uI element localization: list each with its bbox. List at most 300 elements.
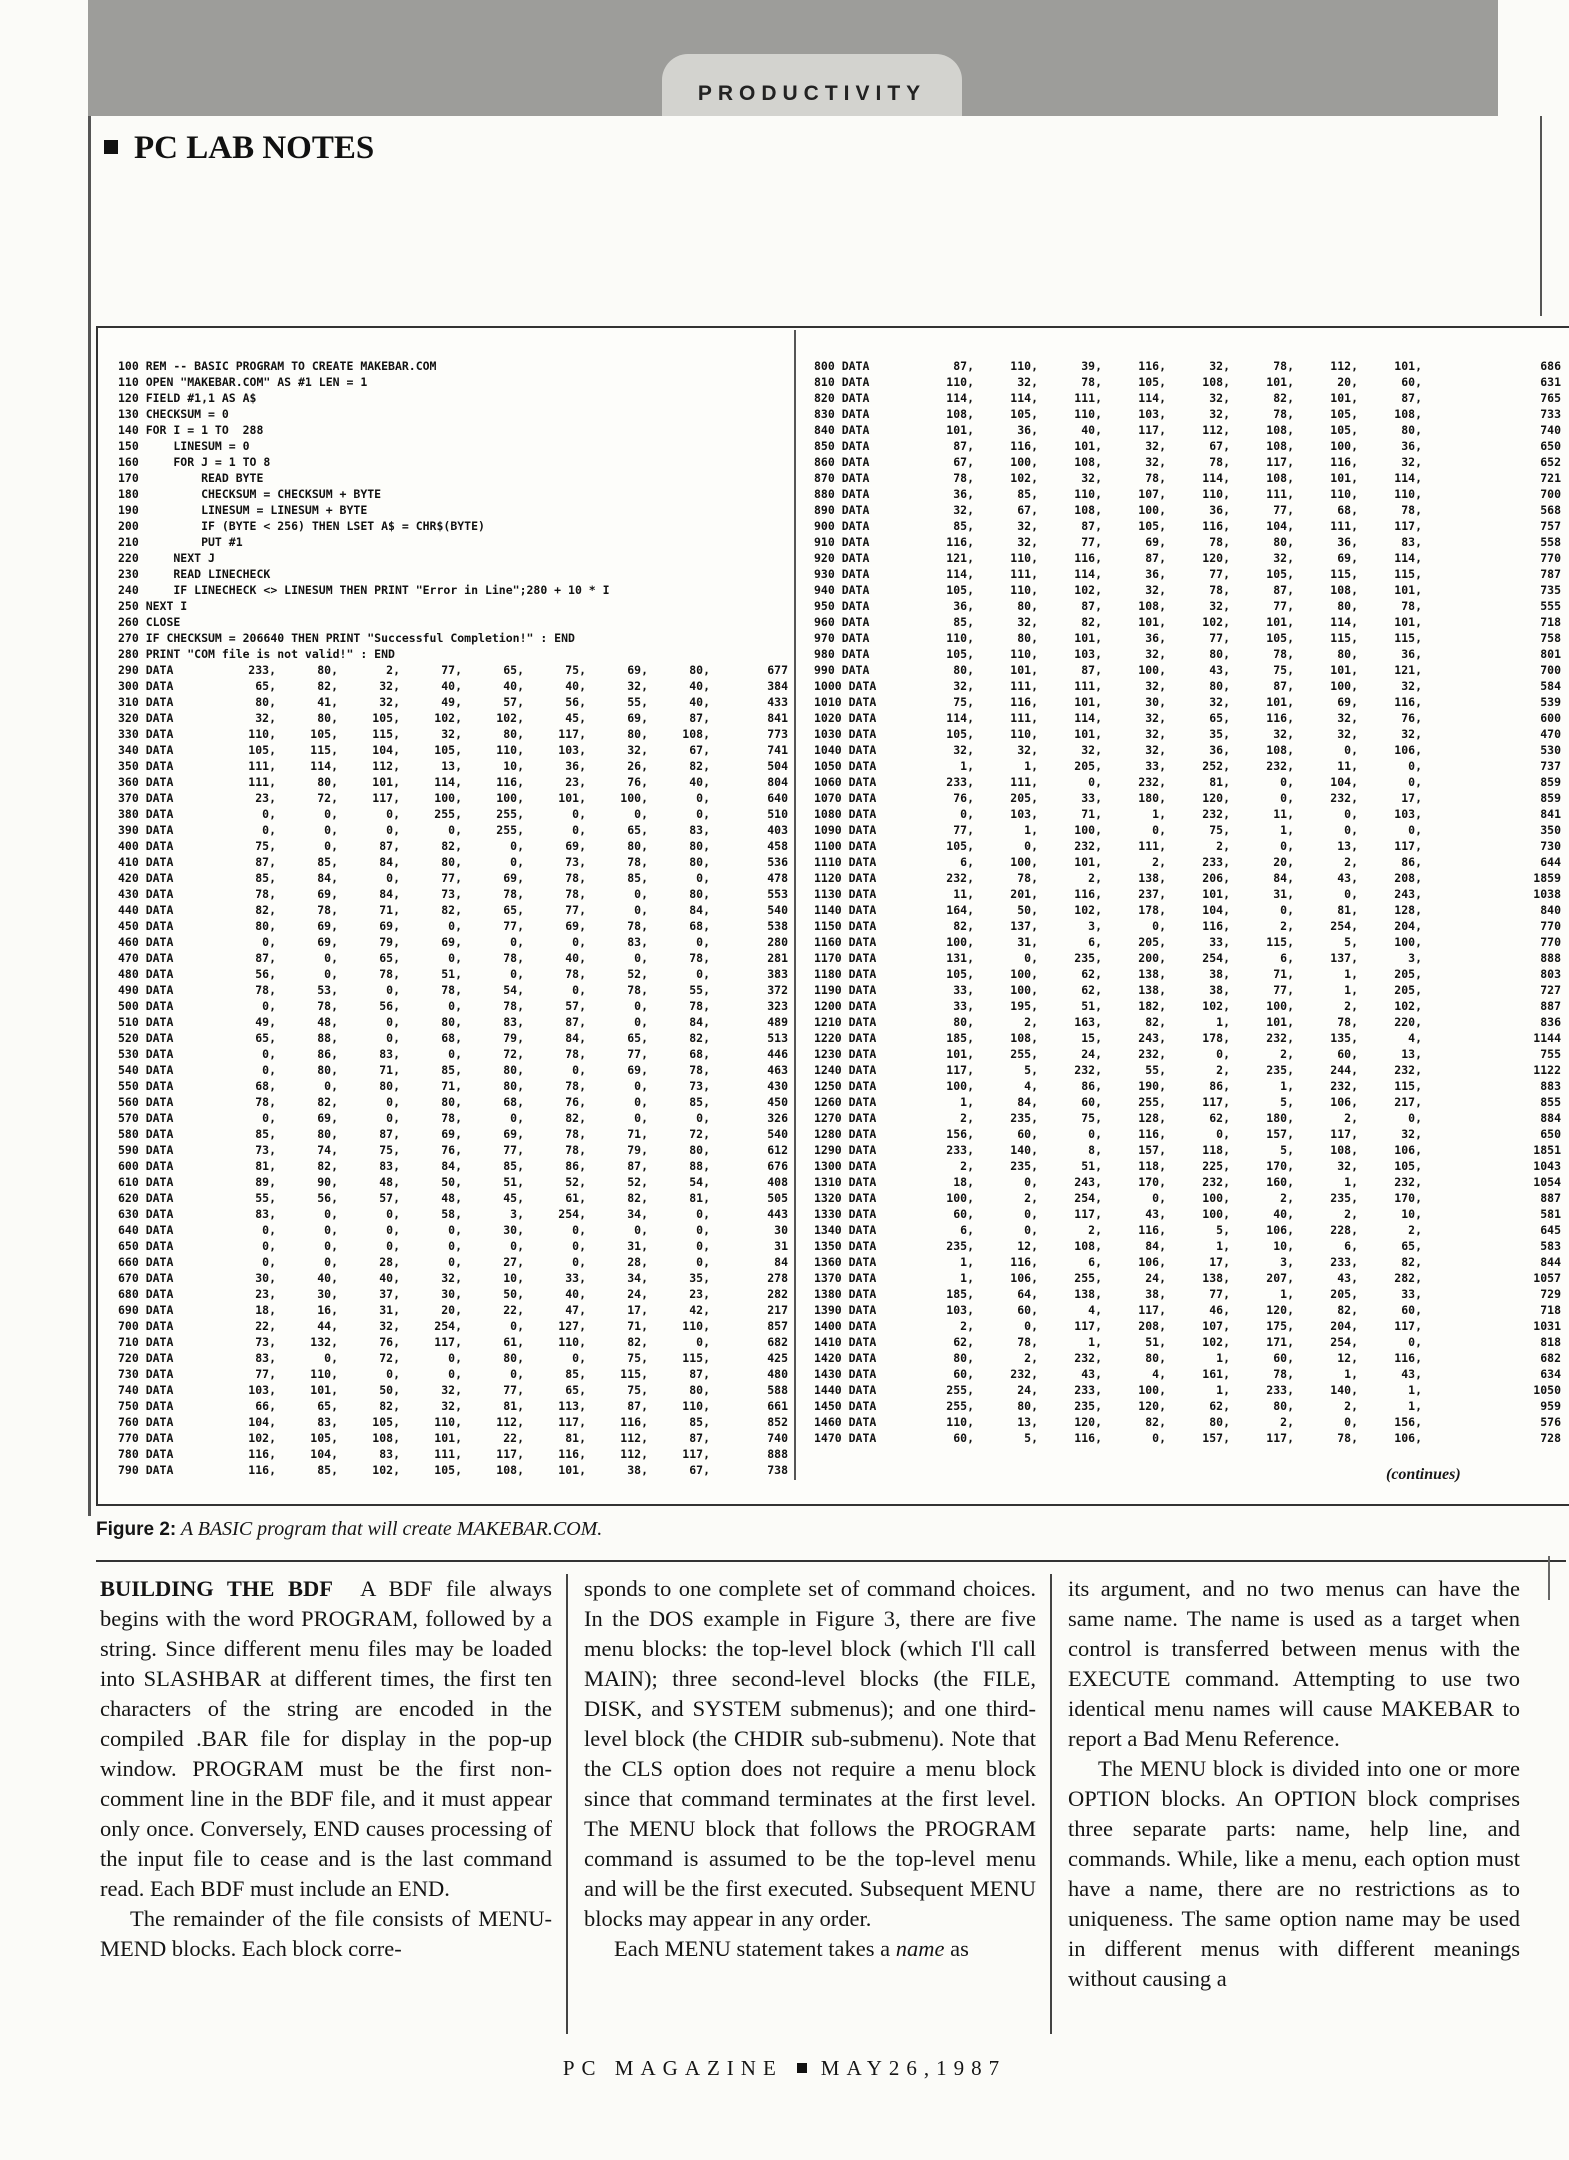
data-statement-row <box>804 582 1569 598</box>
data-statement-row <box>98 1110 798 1126</box>
byte-value: 0, <box>324 1223 338 1237</box>
byte-value: 3, <box>510 1207 524 1221</box>
data-statement-row <box>804 614 1569 630</box>
data-statement-row <box>804 630 1569 646</box>
byte-value: 105, <box>946 727 974 741</box>
byte-value: 205, <box>1074 759 1102 773</box>
byte-value: 32, <box>379 695 400 709</box>
byte-value: 108, <box>496 1463 524 1477</box>
byte-value: 205, <box>1394 967 1422 981</box>
byte-value: 80, <box>689 839 710 853</box>
byte-value: 82, <box>689 759 710 773</box>
checksum-value: 755 <box>1540 1047 1561 1061</box>
line-number: 460 DATA <box>118 935 174 949</box>
checksum-value: 540 <box>767 903 788 917</box>
data-statement-row <box>98 1222 798 1238</box>
byte-value: 235, <box>946 1239 974 1253</box>
byte-value: 32, <box>1017 743 1038 757</box>
byte-value: 111, <box>1074 391 1102 405</box>
byte-value: 85, <box>689 1415 710 1429</box>
data-statement-row <box>98 710 798 726</box>
byte-value: 101, <box>1330 663 1358 677</box>
byte-value: 138, <box>1202 1271 1230 1285</box>
byte-value: 23, <box>255 791 276 805</box>
byte-value: 69, <box>317 887 338 901</box>
byte-value: 0, <box>448 1367 462 1381</box>
byte-value: 0, <box>634 1095 648 1109</box>
column-title-text: PC LAB NOTES <box>134 130 375 166</box>
byte-value: 4, <box>1152 1367 1166 1381</box>
byte-value: 10, <box>503 1271 524 1285</box>
line-number: 800 DATA <box>814 359 870 373</box>
byte-value: 2, <box>1344 1111 1358 1125</box>
byte-value: 78, <box>1273 1367 1294 1381</box>
data-statement-row <box>98 662 798 678</box>
byte-value: 82, <box>441 839 462 853</box>
byte-value: 254, <box>1330 1335 1358 1349</box>
data-statement-row <box>98 838 798 854</box>
byte-value: 110, <box>1010 551 1038 565</box>
byte-value: 0, <box>1408 1111 1422 1125</box>
data-statement-row <box>98 1254 798 1270</box>
byte-value: 110, <box>310 1367 338 1381</box>
byte-value: 52, <box>627 1175 648 1189</box>
byte-value: 178, <box>1138 903 1166 917</box>
line-number: 1260 DATA <box>814 1095 877 1109</box>
program-line: 230 READ LINECHECK <box>118 567 271 581</box>
checksum-value: 1050 <box>1533 1383 1561 1397</box>
column-rule <box>1050 1574 1052 2034</box>
byte-value: 105, <box>1138 375 1166 389</box>
data-statement-row <box>804 886 1569 902</box>
byte-value: 111, <box>1330 519 1358 533</box>
byte-value: 0, <box>510 967 524 981</box>
byte-value: 68, <box>255 1079 276 1093</box>
byte-value: 182, <box>1138 999 1166 1013</box>
byte-value: 120, <box>1138 1399 1166 1413</box>
byte-value: 204, <box>1330 1319 1358 1333</box>
byte-value: 0, <box>510 1319 524 1333</box>
data-statement-row <box>804 1126 1569 1142</box>
byte-value: 32, <box>953 679 974 693</box>
byte-value: 108, <box>946 407 974 421</box>
byte-value: 80, <box>627 839 648 853</box>
byte-value: 61, <box>565 1191 586 1205</box>
byte-value: 82, <box>565 1111 586 1125</box>
byte-value: 2, <box>1216 1063 1230 1077</box>
checksum-value: 84 <box>774 1255 788 1269</box>
byte-value: 115, <box>372 727 400 741</box>
byte-value: 1, <box>1024 759 1038 773</box>
byte-value: 111, <box>1138 839 1166 853</box>
byte-value: 40, <box>565 679 586 693</box>
byte-value: 55, <box>1145 1063 1166 1077</box>
byte-value: 111, <box>248 759 276 773</box>
run-in-heading: BUILDING THE BDF <box>100 1576 333 1601</box>
listing-left-column <box>98 328 798 1504</box>
byte-value: 0, <box>1024 1175 1038 1189</box>
checksum-value: 841 <box>1540 807 1561 821</box>
byte-value: 78, <box>1337 1431 1358 1445</box>
byte-value: 78, <box>1017 871 1038 885</box>
data-statement-row <box>98 726 798 742</box>
checksum-value: 403 <box>767 823 788 837</box>
checksum-value: 740 <box>767 1431 788 1445</box>
byte-value: 12, <box>1337 1351 1358 1365</box>
byte-value: 101, <box>310 1383 338 1397</box>
line-number: 290 DATA <box>118 663 174 677</box>
byte-value: 100, <box>946 1079 974 1093</box>
byte-value: 0, <box>1344 1415 1358 1429</box>
byte-value: 0, <box>696 935 710 949</box>
paragraph-text: as <box>944 1936 969 1961</box>
byte-value: 108, <box>1266 743 1294 757</box>
byte-value: 5, <box>1024 1431 1038 1445</box>
byte-value: 105, <box>248 743 276 757</box>
byte-value: 80, <box>441 1095 462 1109</box>
byte-value: 69, <box>1337 695 1358 709</box>
data-statement-row <box>98 1318 798 1334</box>
checksum-value: 959 <box>1540 1399 1561 1413</box>
byte-value: 85, <box>441 1063 462 1077</box>
byte-value: 185, <box>946 1031 974 1045</box>
checksum-value: 676 <box>767 1159 788 1173</box>
checksum-value: 758 <box>1540 631 1561 645</box>
byte-value: 31, <box>1017 935 1038 949</box>
data-statement-row <box>804 742 1569 758</box>
program-line: 200 IF (BYTE < 256) THEN LSET A$ = CHR$(BYTE) <box>118 519 485 533</box>
byte-value: 111, <box>1074 679 1102 693</box>
checksum-value: 884 <box>1540 1111 1561 1125</box>
byte-value: 0, <box>324 1207 338 1221</box>
byte-value: 110, <box>1010 583 1038 597</box>
byte-value: 0, <box>1152 823 1166 837</box>
byte-value: 78, <box>441 1111 462 1125</box>
byte-value: 232, <box>1138 1047 1166 1061</box>
byte-value: 2, <box>1280 919 1294 933</box>
section-label: PRODUCTIVITY <box>697 82 927 105</box>
byte-value: 102, <box>1202 615 1230 629</box>
byte-value: 0, <box>1152 1191 1166 1205</box>
byte-value: 0, <box>1280 775 1294 789</box>
byte-value: 69, <box>565 919 586 933</box>
byte-value: 60, <box>1337 1047 1358 1061</box>
byte-value: 83, <box>1401 535 1422 549</box>
byte-value: 115, <box>1330 567 1358 581</box>
byte-value: 0, <box>448 951 462 965</box>
line-number: 1040 DATA <box>814 743 877 757</box>
byte-value: 108, <box>682 727 710 741</box>
data-statement-row <box>804 838 1569 854</box>
byte-value: 82, <box>627 1191 648 1205</box>
data-statement-row <box>804 502 1569 518</box>
byte-value: 36, <box>1145 567 1166 581</box>
byte-value: 83, <box>379 1159 400 1173</box>
line-number: 710 DATA <box>118 1335 174 1349</box>
byte-value: 112, <box>620 1431 648 1445</box>
byte-value: 87, <box>689 1431 710 1445</box>
data-statement-row <box>804 1398 1569 1414</box>
byte-value: 0, <box>572 1223 586 1237</box>
byte-value: 4, <box>1088 1303 1102 1317</box>
byte-value: 0, <box>696 1223 710 1237</box>
byte-value: 114, <box>1202 471 1230 485</box>
byte-value: 43, <box>1337 1271 1358 1285</box>
byte-value: 12, <box>1017 1239 1038 1253</box>
caption-rule <box>96 1560 1566 1562</box>
byte-value: 3, <box>1088 919 1102 933</box>
byte-value: 0, <box>1024 951 1038 965</box>
byte-value: 86, <box>1401 855 1422 869</box>
byte-value: 32, <box>627 679 648 693</box>
line-number: 1000 DATA <box>814 679 877 693</box>
byte-value: 117, <box>682 1447 710 1461</box>
byte-value: 51, <box>1145 1335 1166 1349</box>
line-number: 770 DATA <box>118 1431 174 1445</box>
byte-value: 82, <box>689 1031 710 1045</box>
byte-value: 37, <box>379 1287 400 1301</box>
checksum-value: 650 <box>1540 1127 1561 1141</box>
line-number: 1060 DATA <box>814 775 877 789</box>
byte-value: 32, <box>1081 471 1102 485</box>
checksum-value: 540 <box>767 1127 788 1141</box>
byte-value: 78, <box>565 871 586 885</box>
program-line: 160 FOR J = 1 TO 8 <box>118 455 271 469</box>
checksum-value: 555 <box>1540 599 1561 613</box>
byte-value: 232, <box>1074 1351 1102 1365</box>
byte-value: 20, <box>1273 855 1294 869</box>
byte-value: 0, <box>386 1111 400 1125</box>
checksum-value: 765 <box>1540 391 1561 405</box>
byte-value: 13, <box>1337 839 1358 853</box>
byte-value: 79, <box>503 1031 524 1045</box>
byte-value: 13, <box>1401 1047 1422 1061</box>
line-number: 330 DATA <box>118 727 174 741</box>
data-statement-row <box>98 902 798 918</box>
byte-value: 0, <box>634 807 648 821</box>
byte-value: 32, <box>1209 599 1230 613</box>
checksum-value: 450 <box>767 1095 788 1109</box>
byte-value: 102, <box>1074 583 1102 597</box>
byte-value: 64, <box>1017 1287 1038 1301</box>
byte-value: 77, <box>1209 567 1230 581</box>
line-number: 320 DATA <box>118 711 174 725</box>
byte-value: 60, <box>1017 1127 1038 1141</box>
checksum-value: 801 <box>1540 647 1561 661</box>
byte-value: 60, <box>953 1431 974 1445</box>
byte-value: 220, <box>1394 1015 1422 1029</box>
byte-value: 67, <box>1017 503 1038 517</box>
byte-value: 32, <box>1401 727 1422 741</box>
byte-value: 78, <box>1145 471 1166 485</box>
byte-value: 36, <box>1145 631 1166 645</box>
data-statement-row <box>98 1046 798 1062</box>
line-number: 1090 DATA <box>814 823 877 837</box>
byte-value: 101, <box>1394 359 1422 373</box>
byte-value: 0, <box>262 807 276 821</box>
byte-value: 30, <box>503 1223 524 1237</box>
byte-value: 101, <box>1074 727 1102 741</box>
byte-value: 42, <box>689 1303 710 1317</box>
byte-value: 114, <box>310 759 338 773</box>
byte-value: 87, <box>1273 583 1294 597</box>
line-number: 740 DATA <box>118 1383 174 1397</box>
line-number: 450 DATA <box>118 919 174 933</box>
line-number: 370 DATA <box>118 791 174 805</box>
byte-value: 0, <box>448 919 462 933</box>
byte-value: 32, <box>1401 679 1422 693</box>
data-statement-row <box>98 806 798 822</box>
byte-value: 5, <box>1344 935 1358 949</box>
byte-value: 232, <box>1394 1175 1422 1189</box>
checksum-value: 504 <box>767 759 788 773</box>
byte-value: 102, <box>434 711 462 725</box>
byte-value: 2, <box>1088 1223 1102 1237</box>
right-rule <box>1540 116 1542 316</box>
byte-value: 1, <box>1280 823 1294 837</box>
byte-value: 80, <box>953 663 974 677</box>
data-statement-row <box>804 1350 1569 1366</box>
byte-value: 78, <box>1401 503 1422 517</box>
byte-value: 110, <box>1010 359 1038 373</box>
byte-value: 84, <box>1273 871 1294 885</box>
byte-value: 121, <box>946 551 974 565</box>
byte-value: 88, <box>689 1159 710 1173</box>
byte-value: 116, <box>1330 455 1358 469</box>
byte-value: 116, <box>1074 1431 1102 1445</box>
byte-value: 101, <box>1074 855 1102 869</box>
data-statement-row <box>98 950 798 966</box>
byte-value: 60, <box>1017 1303 1038 1317</box>
data-statement-row <box>804 870 1569 886</box>
byte-value: 0, <box>448 823 462 837</box>
checksum-value: 730 <box>1540 839 1561 853</box>
byte-value: 0, <box>510 1239 524 1253</box>
byte-value: 255, <box>496 823 524 837</box>
checksum-value: 728 <box>1540 1431 1561 1445</box>
byte-value: 77, <box>1273 983 1294 997</box>
line-number: 720 DATA <box>118 1351 174 1365</box>
byte-value: 0, <box>386 983 400 997</box>
byte-value: 115, <box>1266 935 1294 949</box>
byte-value: 0, <box>262 999 276 1013</box>
data-statement-row <box>98 1366 798 1382</box>
byte-value: 69, <box>317 1111 338 1125</box>
byte-value: 0, <box>634 951 648 965</box>
byte-value: 0, <box>324 807 338 821</box>
checksum-value: 408 <box>767 1175 788 1189</box>
byte-value: 243, <box>1074 1175 1102 1189</box>
byte-value: 117, <box>1394 1319 1422 1333</box>
byte-value: 23, <box>565 775 586 789</box>
program-line: 280 PRINT "COM file is not valid!" : END <box>118 647 395 661</box>
checksum-value: 505 <box>767 1191 788 1205</box>
byte-value: 132, <box>310 1335 338 1349</box>
byte-value: 40, <box>441 679 462 693</box>
data-statement-row <box>98 1382 798 1398</box>
byte-value: 2, <box>1408 1223 1422 1237</box>
checksum-value: 738 <box>767 1463 788 1477</box>
data-statement-row <box>98 1078 798 1094</box>
byte-value: 20, <box>1337 375 1358 389</box>
byte-value: 32, <box>1337 711 1358 725</box>
byte-value: 84, <box>565 1031 586 1045</box>
listing-divider <box>794 330 796 1480</box>
line-number: 940 DATA <box>814 583 870 597</box>
byte-value: 6, <box>1280 951 1294 965</box>
byte-value: 254, <box>1330 919 1358 933</box>
line-number: 420 DATA <box>118 871 174 885</box>
byte-value: 32, <box>1145 711 1166 725</box>
byte-value: 50, <box>503 1287 524 1301</box>
byte-value: 1, <box>960 1255 974 1269</box>
checksum-value: 803 <box>1540 967 1561 981</box>
byte-value: 78, <box>953 471 974 485</box>
checksum-value: 888 <box>1540 951 1561 965</box>
data-statement-row <box>804 662 1569 678</box>
data-statement-row <box>98 758 798 774</box>
byte-value: 30, <box>441 1287 462 1301</box>
byte-value: 80, <box>1273 535 1294 549</box>
byte-value: 76, <box>565 1095 586 1109</box>
byte-value: 30, <box>1145 695 1166 709</box>
line-number: 520 DATA <box>118 1031 174 1045</box>
byte-value: 156, <box>946 1127 974 1141</box>
byte-value: 80, <box>1209 679 1230 693</box>
footer-magazine: PC MAGAZINE <box>562 2056 783 2080</box>
data-statement-row <box>804 790 1569 806</box>
line-number: 650 DATA <box>118 1239 174 1253</box>
byte-value: 110, <box>1010 727 1038 741</box>
byte-value: 32, <box>1145 727 1166 741</box>
byte-value: 100, <box>1266 999 1294 1013</box>
byte-value: 2, <box>1024 1191 1038 1205</box>
byte-value: 32, <box>441 1383 462 1397</box>
byte-value: 88, <box>317 1031 338 1045</box>
byte-value: 110, <box>1330 487 1358 501</box>
byte-value: 255, <box>946 1383 974 1397</box>
byte-value: 1, <box>1344 1175 1358 1189</box>
byte-value: 117, <box>1074 1207 1102 1221</box>
body-paragraph: its argument, and no two menus can have the same name. The name is used as a target when control is transferred between menus with the EXECUTE command. Attempting to use two identical menu names will cause MAKEBAR to report a Bad Menu Reference. <box>1068 1576 1520 1751</box>
byte-value: 75, <box>379 1143 400 1157</box>
byte-value: 235, <box>1074 1399 1102 1413</box>
byte-value: 6, <box>960 855 974 869</box>
checksum-value: 686 <box>1540 359 1561 373</box>
caption-text: A BASIC program that will create MAKEBAR.COM. <box>176 1518 603 1540</box>
byte-value: 69, <box>1145 535 1166 549</box>
byte-value: 82, <box>317 1095 338 1109</box>
byte-value: 105, <box>946 647 974 661</box>
byte-value: 111, <box>1010 775 1038 789</box>
byte-value: 217, <box>1394 1095 1422 1109</box>
byte-value: 0, <box>1280 791 1294 805</box>
line-number: 1340 DATA <box>814 1223 877 1237</box>
byte-value: 52, <box>627 967 648 981</box>
byte-value: 69, <box>565 839 586 853</box>
byte-value: 255, <box>434 807 462 821</box>
byte-value: 36, <box>1401 647 1422 661</box>
line-number: 920 DATA <box>814 551 870 565</box>
byte-value: 5, <box>1280 1095 1294 1109</box>
byte-value: 0, <box>448 999 462 1013</box>
byte-value: 232, <box>1330 1079 1358 1093</box>
byte-value: 116, <box>248 1447 276 1461</box>
byte-value: 78, <box>317 903 338 917</box>
byte-value: 22, <box>503 1431 524 1445</box>
program-line: 210 PUT #1 <box>118 535 243 549</box>
line-number: 910 DATA <box>814 535 870 549</box>
